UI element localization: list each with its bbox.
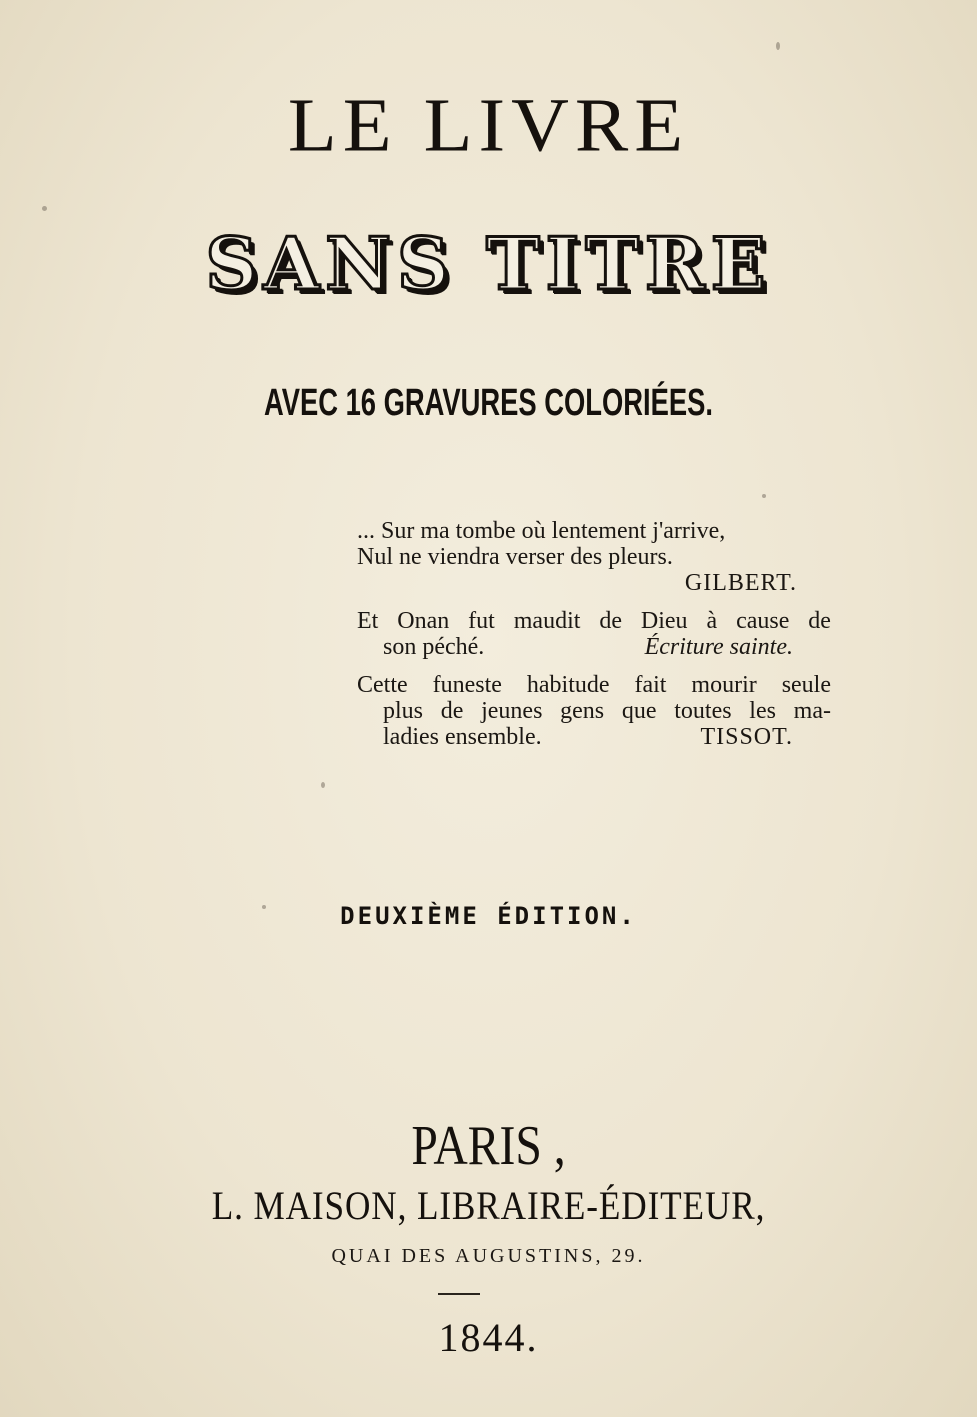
- epigraph-line: [357, 608, 837, 634]
- epigraph-scripture: [357, 608, 837, 660]
- word: maudit: [513, 608, 581, 634]
- word: funeste: [432, 672, 502, 698]
- word: que: [621, 698, 657, 724]
- word: Et: [357, 608, 379, 634]
- paper-speck: [762, 494, 766, 498]
- epigraph-tissot: [357, 672, 837, 750]
- paper-speck: [42, 206, 47, 211]
- word: de: [599, 608, 622, 634]
- word: gens: [560, 698, 605, 724]
- word: seule: [781, 672, 831, 698]
- epigraph-line: [357, 634, 837, 660]
- imprint-year: 1844.: [438, 1315, 539, 1360]
- word: ma-: [793, 698, 831, 724]
- epigraph-line: Nul ne viendra verser des pleurs.: [357, 544, 673, 570]
- word: les: [749, 698, 776, 724]
- word: Dieu: [640, 608, 688, 634]
- epigraph-text: son péché.: [383, 634, 485, 660]
- epigraphs: [357, 518, 837, 762]
- word: mourir: [691, 672, 757, 698]
- divider-rule: [438, 1293, 480, 1295]
- epigraph-line: [357, 724, 837, 750]
- epigraph-attribution: TISSOT.: [700, 724, 793, 750]
- paper-speck: [776, 42, 780, 50]
- imprint-city: PARIS ,: [411, 1115, 566, 1177]
- word: à: [706, 608, 718, 634]
- epigraph-text: ladies ensemble.: [383, 724, 542, 750]
- paper-speck: [321, 782, 325, 788]
- word: plus: [383, 698, 424, 724]
- word: toutes: [674, 698, 732, 724]
- word: jeunes: [481, 698, 543, 724]
- word: fut: [468, 608, 495, 634]
- subtitle: AVEC 16 GRAVURES COLORIÉES.: [263, 382, 713, 424]
- word: cause: [736, 608, 790, 634]
- word: habitude: [526, 672, 610, 698]
- edition-label: DEUXIÈME ÉDITION.: [340, 902, 637, 930]
- epigraph-line: ... Sur ma tombe où lentement j'arrive,: [357, 518, 726, 544]
- title-line-2: SANS TITRE: [205, 221, 772, 306]
- imprint-address: QUAI DES AUGUSTINS, 29.: [331, 1245, 646, 1267]
- epigraph-line: [357, 698, 837, 724]
- imprint-publisher: L. MAISON, LIBRAIRE-ÉDITEUR,: [211, 1183, 766, 1228]
- epigraph-attribution: GILBERT.: [684, 570, 797, 596]
- epigraph-gilbert: [357, 518, 837, 596]
- paper-speck: [262, 905, 266, 909]
- word: Cette: [357, 672, 408, 698]
- epigraph-attribution: Écriture sainte.: [644, 634, 793, 660]
- epigraph-line: [357, 672, 837, 698]
- word: Onan: [397, 608, 450, 634]
- word: de: [808, 608, 831, 634]
- word: fait: [634, 672, 667, 698]
- word: de: [440, 698, 464, 724]
- title-line-1: LE LIVRE: [287, 84, 690, 168]
